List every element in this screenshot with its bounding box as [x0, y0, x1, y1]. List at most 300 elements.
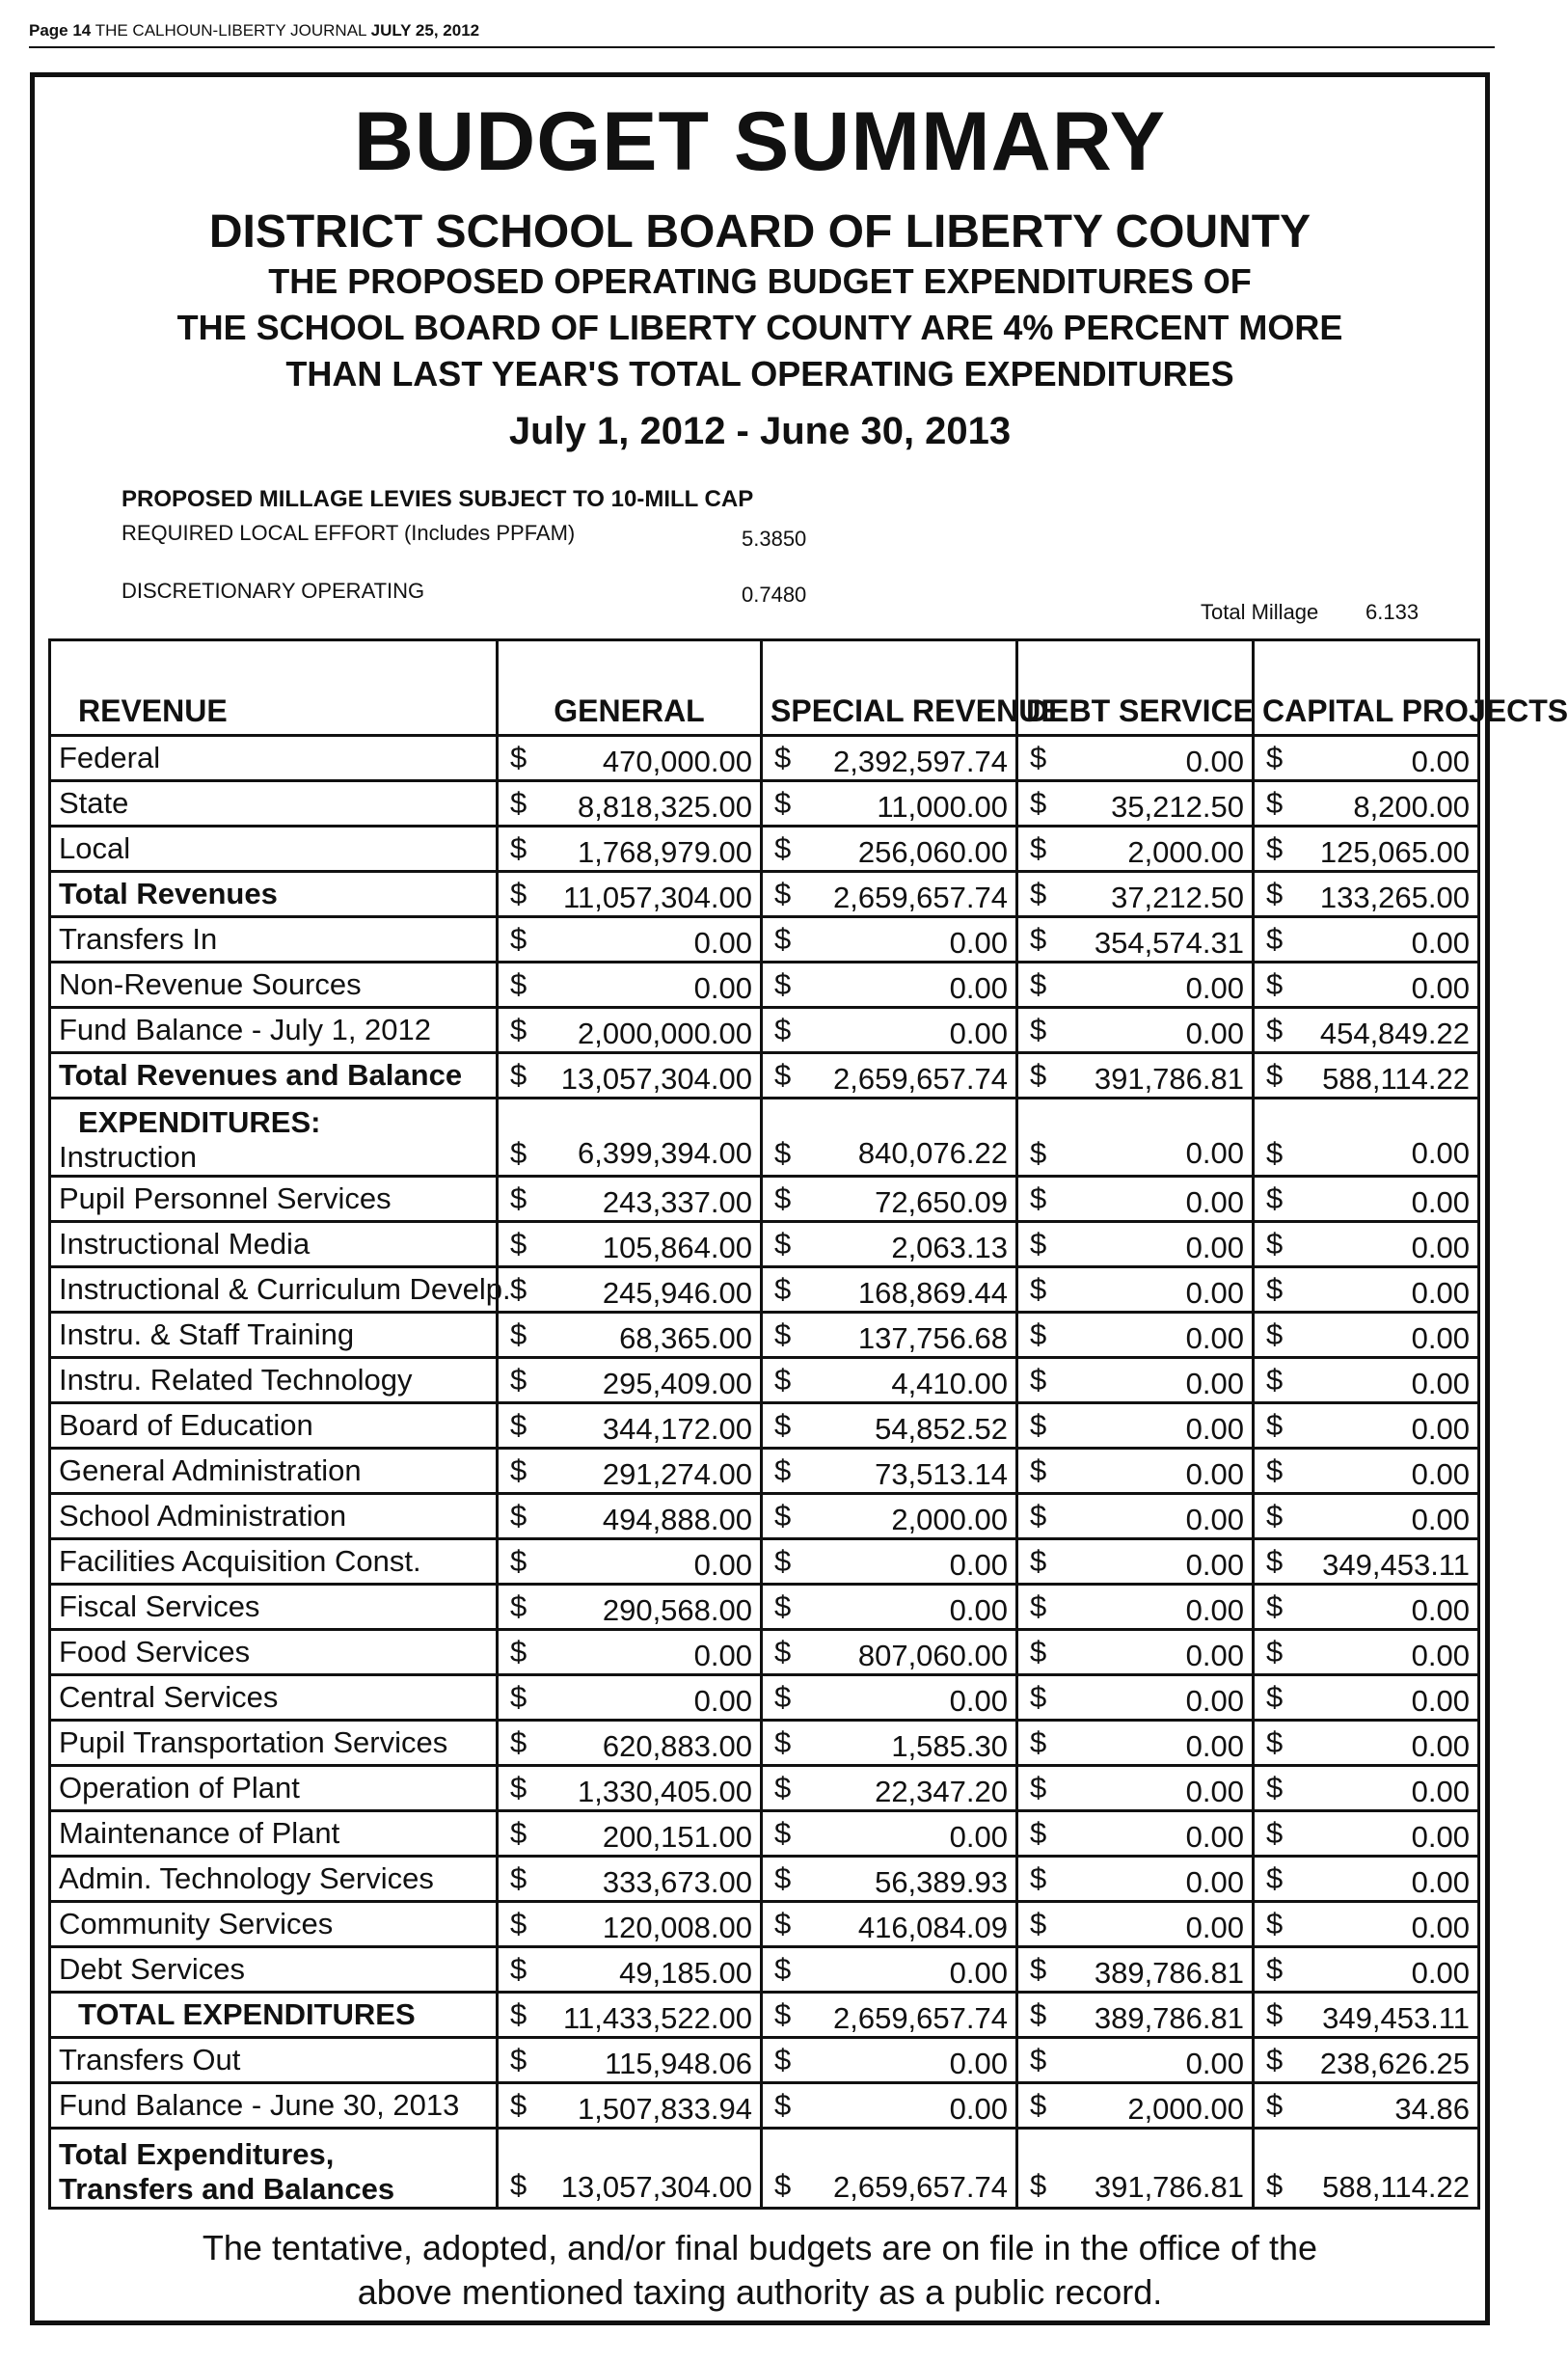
currency-sign: $	[1266, 741, 1284, 774]
amount-cell	[762, 1630, 1017, 1675]
currency-sign: $	[1266, 922, 1284, 956]
table-row	[50, 1993, 1479, 2038]
table-row	[50, 1099, 1479, 1177]
currency-sign: $	[510, 1453, 527, 1487]
amount-value: 0.00	[1185, 1457, 1244, 1491]
amount-value: 0.00	[1185, 1593, 1244, 1627]
currency-sign: $	[1266, 1453, 1284, 1487]
currency-sign: $	[1030, 1058, 1047, 1092]
amount-value: 0.00	[1411, 1457, 1470, 1491]
row-label: Maintenance of Plant	[50, 1811, 498, 1857]
currency-sign: $	[1030, 831, 1047, 865]
amount-value: 256,060.00	[857, 835, 1008, 869]
amount-cell	[1017, 1947, 1254, 1993]
row-label: Fund Balance - June 30, 2013	[50, 2083, 498, 2129]
amount-cell	[1254, 1449, 1479, 1494]
amount-cell	[762, 917, 1017, 963]
amount-cell	[498, 1008, 762, 1053]
row-label: Operation of Plant	[50, 1766, 498, 1811]
amount-cell	[1254, 1358, 1479, 1403]
amount-value: 0.00	[1185, 1185, 1244, 1219]
currency-sign: $	[1030, 1453, 1047, 1487]
currency-sign: $	[510, 1227, 527, 1261]
table-row	[50, 963, 1479, 1008]
amount-cell	[498, 2129, 762, 2209]
table-row	[50, 1267, 1479, 1313]
table-row	[50, 1358, 1479, 1403]
currency-sign: $	[1266, 1816, 1284, 1850]
amount-cell	[762, 1449, 1017, 1494]
amount-value: 0.00	[1411, 1593, 1470, 1627]
page-number: Page 14	[29, 21, 92, 40]
amount-value: 0.00	[949, 1820, 1008, 1854]
currency-sign: $	[1266, 1771, 1284, 1805]
currency-sign: $	[774, 1680, 792, 1714]
table-row	[50, 1539, 1479, 1585]
amount-value: 0.00	[949, 1548, 1008, 1582]
statement-line: THAN LAST YEAR'S TOTAL OPERATING EXPENDITURES	[285, 354, 1234, 394]
currency-sign: $	[510, 1635, 527, 1669]
amount-cell	[498, 1539, 762, 1585]
amount-cell	[762, 1539, 1017, 1585]
amount-cell	[762, 827, 1017, 872]
row-label: Non-Revenue Sources	[50, 963, 498, 1008]
amount-cell	[1017, 917, 1254, 963]
currency-sign: $	[1030, 1272, 1047, 1306]
currency-sign: $	[510, 1952, 527, 1986]
amount-cell	[1254, 1675, 1479, 1721]
row-label: Instructional & Curriculum Develp.	[50, 1267, 498, 1313]
amount-value: 290,568.00	[602, 1593, 752, 1627]
amount-value: 37,212.50	[1111, 881, 1244, 914]
amount-value: 0.00	[1411, 1321, 1470, 1355]
amount-value: 0.00	[1185, 1231, 1244, 1264]
millage-heading: PROPOSED MILLAGE LEVIES SUBJECT TO 10-MILL CAP	[122, 486, 754, 512]
issue-date: JULY 25, 2012	[370, 21, 480, 40]
amount-cell	[1017, 1811, 1254, 1857]
currency-sign: $	[1266, 1408, 1284, 1442]
currency-sign: $	[510, 1589, 527, 1623]
amount-cell	[498, 1585, 762, 1630]
currency-sign: $	[510, 1058, 527, 1092]
amount-cell	[498, 1053, 762, 1099]
amount-cell	[1017, 1099, 1254, 1177]
amount-value: 840,076.22	[857, 1136, 1008, 1170]
amount-value: 13,057,304.00	[560, 2170, 752, 2204]
currency-sign: $	[1030, 1816, 1047, 1850]
row-label: State	[50, 781, 498, 827]
amount-value: 0.00	[1411, 1412, 1470, 1446]
amount-value: 34.86	[1394, 2092, 1470, 2126]
currency-sign: $	[510, 922, 527, 956]
amount-value: 2,063.13	[891, 1231, 1008, 1264]
amount-value: 0.00	[1411, 1775, 1470, 1808]
amount-value: 22,347.20	[875, 1775, 1008, 1808]
currency-sign: $	[1030, 1181, 1047, 1215]
amount-value: 0.00	[1185, 1503, 1244, 1536]
currency-sign: $	[774, 2088, 792, 2122]
amount-cell	[762, 1585, 1017, 1630]
amount-cell	[1254, 872, 1479, 917]
currency-sign: $	[1266, 1680, 1284, 1714]
currency-sign: $	[510, 2043, 527, 2076]
amount-value: 2,392,597.74	[832, 745, 1008, 778]
currency-sign: $	[510, 1997, 527, 2031]
amount-cell	[1254, 963, 1479, 1008]
currency-sign: $	[1030, 1997, 1047, 2031]
amount-value: 200,151.00	[602, 1820, 752, 1854]
amount-value: 73,513.14	[875, 1457, 1008, 1491]
row-label	[50, 2129, 498, 2209]
currency-sign: $	[1266, 1589, 1284, 1623]
amount-cell	[762, 1008, 1017, 1053]
amount-value: 0.00	[1411, 745, 1470, 778]
row-label: Community Services	[50, 1902, 498, 1947]
amount-cell	[1254, 2083, 1479, 2129]
amount-value: 2,000.00	[891, 1503, 1008, 1536]
amount-cell	[1254, 1177, 1479, 1222]
amount-cell	[498, 1099, 762, 1177]
currency-sign: $	[1266, 1181, 1284, 1215]
amount-value: 49,185.00	[619, 1956, 752, 1990]
rle-label: REQUIRED LOCAL EFFORT (Includes PPFAM)	[122, 521, 576, 545]
amount-cell	[762, 1675, 1017, 1721]
amount-value: 1,768,979.00	[577, 835, 752, 869]
amount-cell	[762, 1053, 1017, 1099]
amount-cell	[498, 1721, 762, 1766]
amount-value: 238,626.25	[1319, 2047, 1470, 2080]
amount-value: 72,650.09	[875, 1185, 1008, 1219]
table-row	[50, 917, 1479, 963]
amount-cell	[1254, 1857, 1479, 1902]
amount-value: 0.00	[1185, 1639, 1244, 1672]
row-label-line: Total Expenditures,	[59, 2137, 335, 2171]
amount-value: 0.00	[693, 1548, 752, 1582]
amount-cell	[762, 2129, 1017, 2209]
amount-value: 354,574.31	[1094, 926, 1244, 960]
amount-value: 125,065.00	[1319, 835, 1470, 869]
budget-notice	[30, 72, 1568, 2325]
amount-value: 54,852.52	[875, 1412, 1008, 1446]
amount-cell	[498, 2083, 762, 2129]
amount-cell	[1017, 1675, 1254, 1721]
currency-sign: $	[774, 1272, 792, 1306]
amount-cell	[498, 1358, 762, 1403]
amount-value: 389,786.81	[1094, 1956, 1244, 1990]
amount-value: 349,453.11	[1322, 1548, 1470, 1582]
amount-value: 2,000.00	[1127, 835, 1244, 869]
currency-sign: $	[774, 1227, 792, 1261]
amount-cell	[762, 1403, 1017, 1449]
amount-value: 0.00	[693, 1639, 752, 1672]
amount-cell	[498, 1494, 762, 1539]
amount-value: 8,200.00	[1353, 790, 1470, 824]
amount-cell	[1254, 736, 1479, 781]
amount-value: 0.00	[949, 2092, 1008, 2126]
row-label: Central Services	[50, 1675, 498, 1721]
amount-value: 1,585.30	[891, 1729, 1008, 1763]
amount-cell	[498, 917, 762, 963]
currency-sign: $	[774, 786, 792, 820]
statement	[35, 258, 1485, 397]
amount-cell	[1017, 1449, 1254, 1494]
currency-sign: $	[774, 1907, 792, 1940]
page-title: BUDGET SUMMARY	[353, 95, 1167, 188]
amount-cell	[1017, 736, 1254, 781]
currency-sign: $	[1030, 1907, 1047, 1940]
amount-cell	[762, 1177, 1017, 1222]
currency-sign: $	[1030, 1544, 1047, 1578]
amount-value: 295,409.00	[602, 1367, 752, 1400]
currency-sign: $	[1266, 831, 1284, 865]
amount-cell	[1254, 1630, 1479, 1675]
amount-cell	[1254, 1811, 1479, 1857]
amount-cell	[1017, 1993, 1254, 2038]
amount-value: 0.00	[693, 926, 752, 960]
currency-sign: $	[774, 1725, 792, 1759]
budget-table	[48, 638, 1568, 2210]
currency-sign: $	[510, 1907, 527, 1940]
table-row	[50, 1675, 1479, 1721]
amount-cell	[1017, 1766, 1254, 1811]
row-label: Local	[50, 827, 498, 872]
amount-cell	[1254, 1539, 1479, 1585]
currency-sign: $	[510, 1363, 527, 1397]
amount-cell	[498, 2038, 762, 2083]
currency-sign: $	[510, 1499, 527, 1533]
amount-value: 0.00	[1411, 1503, 1470, 1536]
currency-sign: $	[510, 1725, 527, 1759]
amount-cell	[1017, 1313, 1254, 1358]
amount-cell	[498, 1811, 762, 1857]
amount-cell	[762, 1313, 1017, 1358]
col-header-special-revenue: SPECIAL REVENUE	[762, 640, 1017, 736]
currency-sign: $	[1030, 1136, 1047, 1170]
amount-cell	[1254, 1099, 1479, 1177]
currency-sign: $	[1266, 1997, 1284, 2031]
amount-cell	[498, 872, 762, 917]
amount-value: 0.00	[1185, 1820, 1244, 1854]
amount-value: 0.00	[1185, 1548, 1244, 1582]
amount-value: 11,000.00	[877, 790, 1008, 824]
currency-sign: $	[510, 2088, 527, 2122]
row-label: School Administration	[50, 1494, 498, 1539]
amount-value: 120,008.00	[602, 1911, 752, 1944]
amount-value: 2,659,657.74	[832, 881, 1008, 914]
amount-cell	[1254, 1494, 1479, 1539]
currency-sign: $	[774, 1317, 792, 1351]
row-label: Pupil Transportation Services	[50, 1721, 498, 1766]
table-row	[50, 1902, 1479, 1947]
currency-sign: $	[510, 1408, 527, 1442]
subtitle: DISTRICT SCHOOL BOARD OF LIBERTY COUNTY	[208, 206, 1311, 258]
amount-cell	[1017, 2038, 1254, 2083]
table-row	[50, 2083, 1479, 2129]
amount-value: 2,000.00	[1127, 2092, 1244, 2126]
amount-value: 0.00	[949, 926, 1008, 960]
currency-sign: $	[1030, 1952, 1047, 1986]
amount-value: 0.00	[693, 971, 752, 1005]
currency-sign: $	[1266, 877, 1284, 910]
currency-sign: $	[774, 1861, 792, 1895]
amount-value: 2,659,657.74	[832, 2170, 1008, 2204]
amount-value: 133,265.00	[1319, 881, 1470, 914]
amount-value: 470,000.00	[602, 745, 752, 778]
amount-value: 0.00	[1411, 1911, 1470, 1944]
amount-cell	[498, 1902, 762, 1947]
table-row	[50, 1630, 1479, 1675]
currency-sign: $	[1030, 967, 1047, 1001]
amount-cell	[1254, 1902, 1479, 1947]
currency-sign: $	[1266, 1725, 1284, 1759]
amount-value: 115,948.06	[605, 2047, 752, 2080]
amount-value: 56,389.93	[875, 1865, 1008, 1899]
amount-value: 0.00	[1185, 1136, 1244, 1170]
currency-sign: $	[1030, 1499, 1047, 1533]
row-label: Transfers Out	[50, 2038, 498, 2083]
amount-cell	[1254, 1766, 1479, 1811]
table-row	[50, 827, 1479, 872]
currency-sign: $	[1266, 2043, 1284, 2076]
currency-sign: $	[1030, 1363, 1047, 1397]
newspaper-name: THE CALHOUN-LIBERTY JOURNAL	[95, 21, 366, 40]
table-row	[50, 736, 1479, 781]
row-label: Debt Services	[50, 1947, 498, 1993]
currency-sign: $	[1266, 2088, 1284, 2122]
amount-cell	[1017, 1222, 1254, 1267]
row-label: Federal	[50, 736, 498, 781]
currency-sign: $	[774, 2043, 792, 2076]
amount-value: 454,849.22	[1319, 1017, 1470, 1050]
table-row	[50, 1403, 1479, 1449]
currency-sign: $	[1030, 1589, 1047, 1623]
row-label: Instructional Media	[50, 1222, 498, 1267]
amount-cell	[1017, 1267, 1254, 1313]
amount-cell	[498, 1403, 762, 1449]
amount-value: 137,756.68	[857, 1321, 1008, 1355]
row-label: Total Revenues	[50, 872, 498, 917]
amount-value: 13,057,304.00	[560, 1062, 752, 1096]
currency-sign: $	[1030, 877, 1047, 910]
row-label: Facilities Acquisition Const.	[50, 1539, 498, 1585]
amount-cell	[1254, 1008, 1479, 1053]
currency-sign: $	[1266, 1907, 1284, 1940]
currency-sign: $	[774, 1544, 792, 1578]
discretionary-value: 0.7480	[742, 583, 807, 607]
amount-cell	[1254, 2129, 1479, 2209]
amount-cell	[498, 827, 762, 872]
table-row	[50, 1585, 1479, 1630]
amount-value: 291,274.00	[602, 1457, 752, 1491]
amount-value: 0.00	[949, 2047, 1008, 2080]
amount-cell	[762, 736, 1017, 781]
statement-line: THE PROPOSED OPERATING BUDGET EXPENDITURES OF	[268, 261, 1252, 301]
currency-sign: $	[1266, 1058, 1284, 1092]
amount-value: 0.00	[949, 1017, 1008, 1050]
discretionary-label: DISCRETIONARY OPERATING	[122, 579, 425, 603]
amount-cell	[498, 1766, 762, 1811]
amount-value: 105,864.00	[602, 1231, 752, 1264]
currency-sign: $	[510, 831, 527, 865]
currency-sign: $	[774, 1816, 792, 1850]
amount-value: 168,869.44	[857, 1276, 1008, 1310]
table-row	[50, 1177, 1479, 1222]
amount-value: 0.00	[1185, 971, 1244, 1005]
amount-cell	[1017, 2129, 1254, 2209]
amount-value: 0.00	[1411, 971, 1470, 1005]
amount-cell	[762, 963, 1017, 1008]
row-label	[50, 1099, 498, 1177]
currency-sign: $	[774, 2168, 792, 2202]
amount-value: 333,673.00	[602, 1865, 752, 1899]
currency-sign: $	[774, 967, 792, 1001]
amount-cell	[1017, 1494, 1254, 1539]
currency-sign: $	[510, 1317, 527, 1351]
table-row	[50, 2038, 1479, 2083]
currency-sign: $	[774, 922, 792, 956]
amount-value: 0.00	[1411, 1820, 1470, 1854]
currency-sign: $	[1030, 741, 1047, 774]
currency-sign: $	[1030, 2088, 1047, 2122]
currency-sign: $	[1030, 1680, 1047, 1714]
row-label: Instru. Related Technology	[50, 1358, 498, 1403]
amount-cell	[498, 1222, 762, 1267]
currency-sign: $	[774, 1408, 792, 1442]
amount-cell	[1017, 1539, 1254, 1585]
amount-value: 391,786.81	[1094, 1062, 1244, 1096]
amount-value: 0.00	[1185, 1367, 1244, 1400]
amount-value: 0.00	[1411, 926, 1470, 960]
currency-sign: $	[1266, 1499, 1284, 1533]
row-label-line: Transfers and Balances	[59, 2172, 395, 2206]
currency-sign: $	[774, 1635, 792, 1669]
currency-sign: $	[1266, 1544, 1284, 1578]
currency-sign: $	[774, 1363, 792, 1397]
amount-cell	[498, 1993, 762, 2038]
amount-value: 620,883.00	[602, 1729, 752, 1763]
table-row	[50, 1053, 1479, 1099]
currency-sign: $	[1030, 1635, 1047, 1669]
currency-sign: $	[1030, 1725, 1047, 1759]
amount-cell	[498, 1177, 762, 1222]
row-label: Pupil Personnel Services	[50, 1177, 498, 1222]
amount-value: 4,410.00	[891, 1367, 1008, 1400]
currency-sign: $	[774, 1771, 792, 1805]
amount-cell	[1254, 2038, 1479, 2083]
table-row	[50, 781, 1479, 827]
currency-sign: $	[774, 1499, 792, 1533]
currency-sign: $	[510, 967, 527, 1001]
amount-value: 0.00	[1185, 1729, 1244, 1763]
amount-cell	[1017, 1585, 1254, 1630]
amount-cell	[498, 1313, 762, 1358]
currency-sign: $	[510, 2168, 527, 2202]
amount-cell	[762, 2038, 1017, 2083]
amount-value: 0.00	[1185, 1321, 1244, 1355]
table-row	[50, 1313, 1479, 1358]
amount-value: 0.00	[1411, 1684, 1470, 1718]
amount-value: 0.00	[949, 1593, 1008, 1627]
amount-cell	[1254, 1053, 1479, 1099]
currency-sign: $	[774, 1181, 792, 1215]
row-label: Board of Education	[50, 1403, 498, 1449]
amount-value: 0.00	[949, 1956, 1008, 1990]
amount-value: 243,337.00	[602, 1185, 752, 1219]
amount-value: 2,659,657.74	[832, 1062, 1008, 1096]
amount-cell	[1254, 781, 1479, 827]
table-row	[50, 1721, 1479, 1766]
amount-cell	[762, 1358, 1017, 1403]
